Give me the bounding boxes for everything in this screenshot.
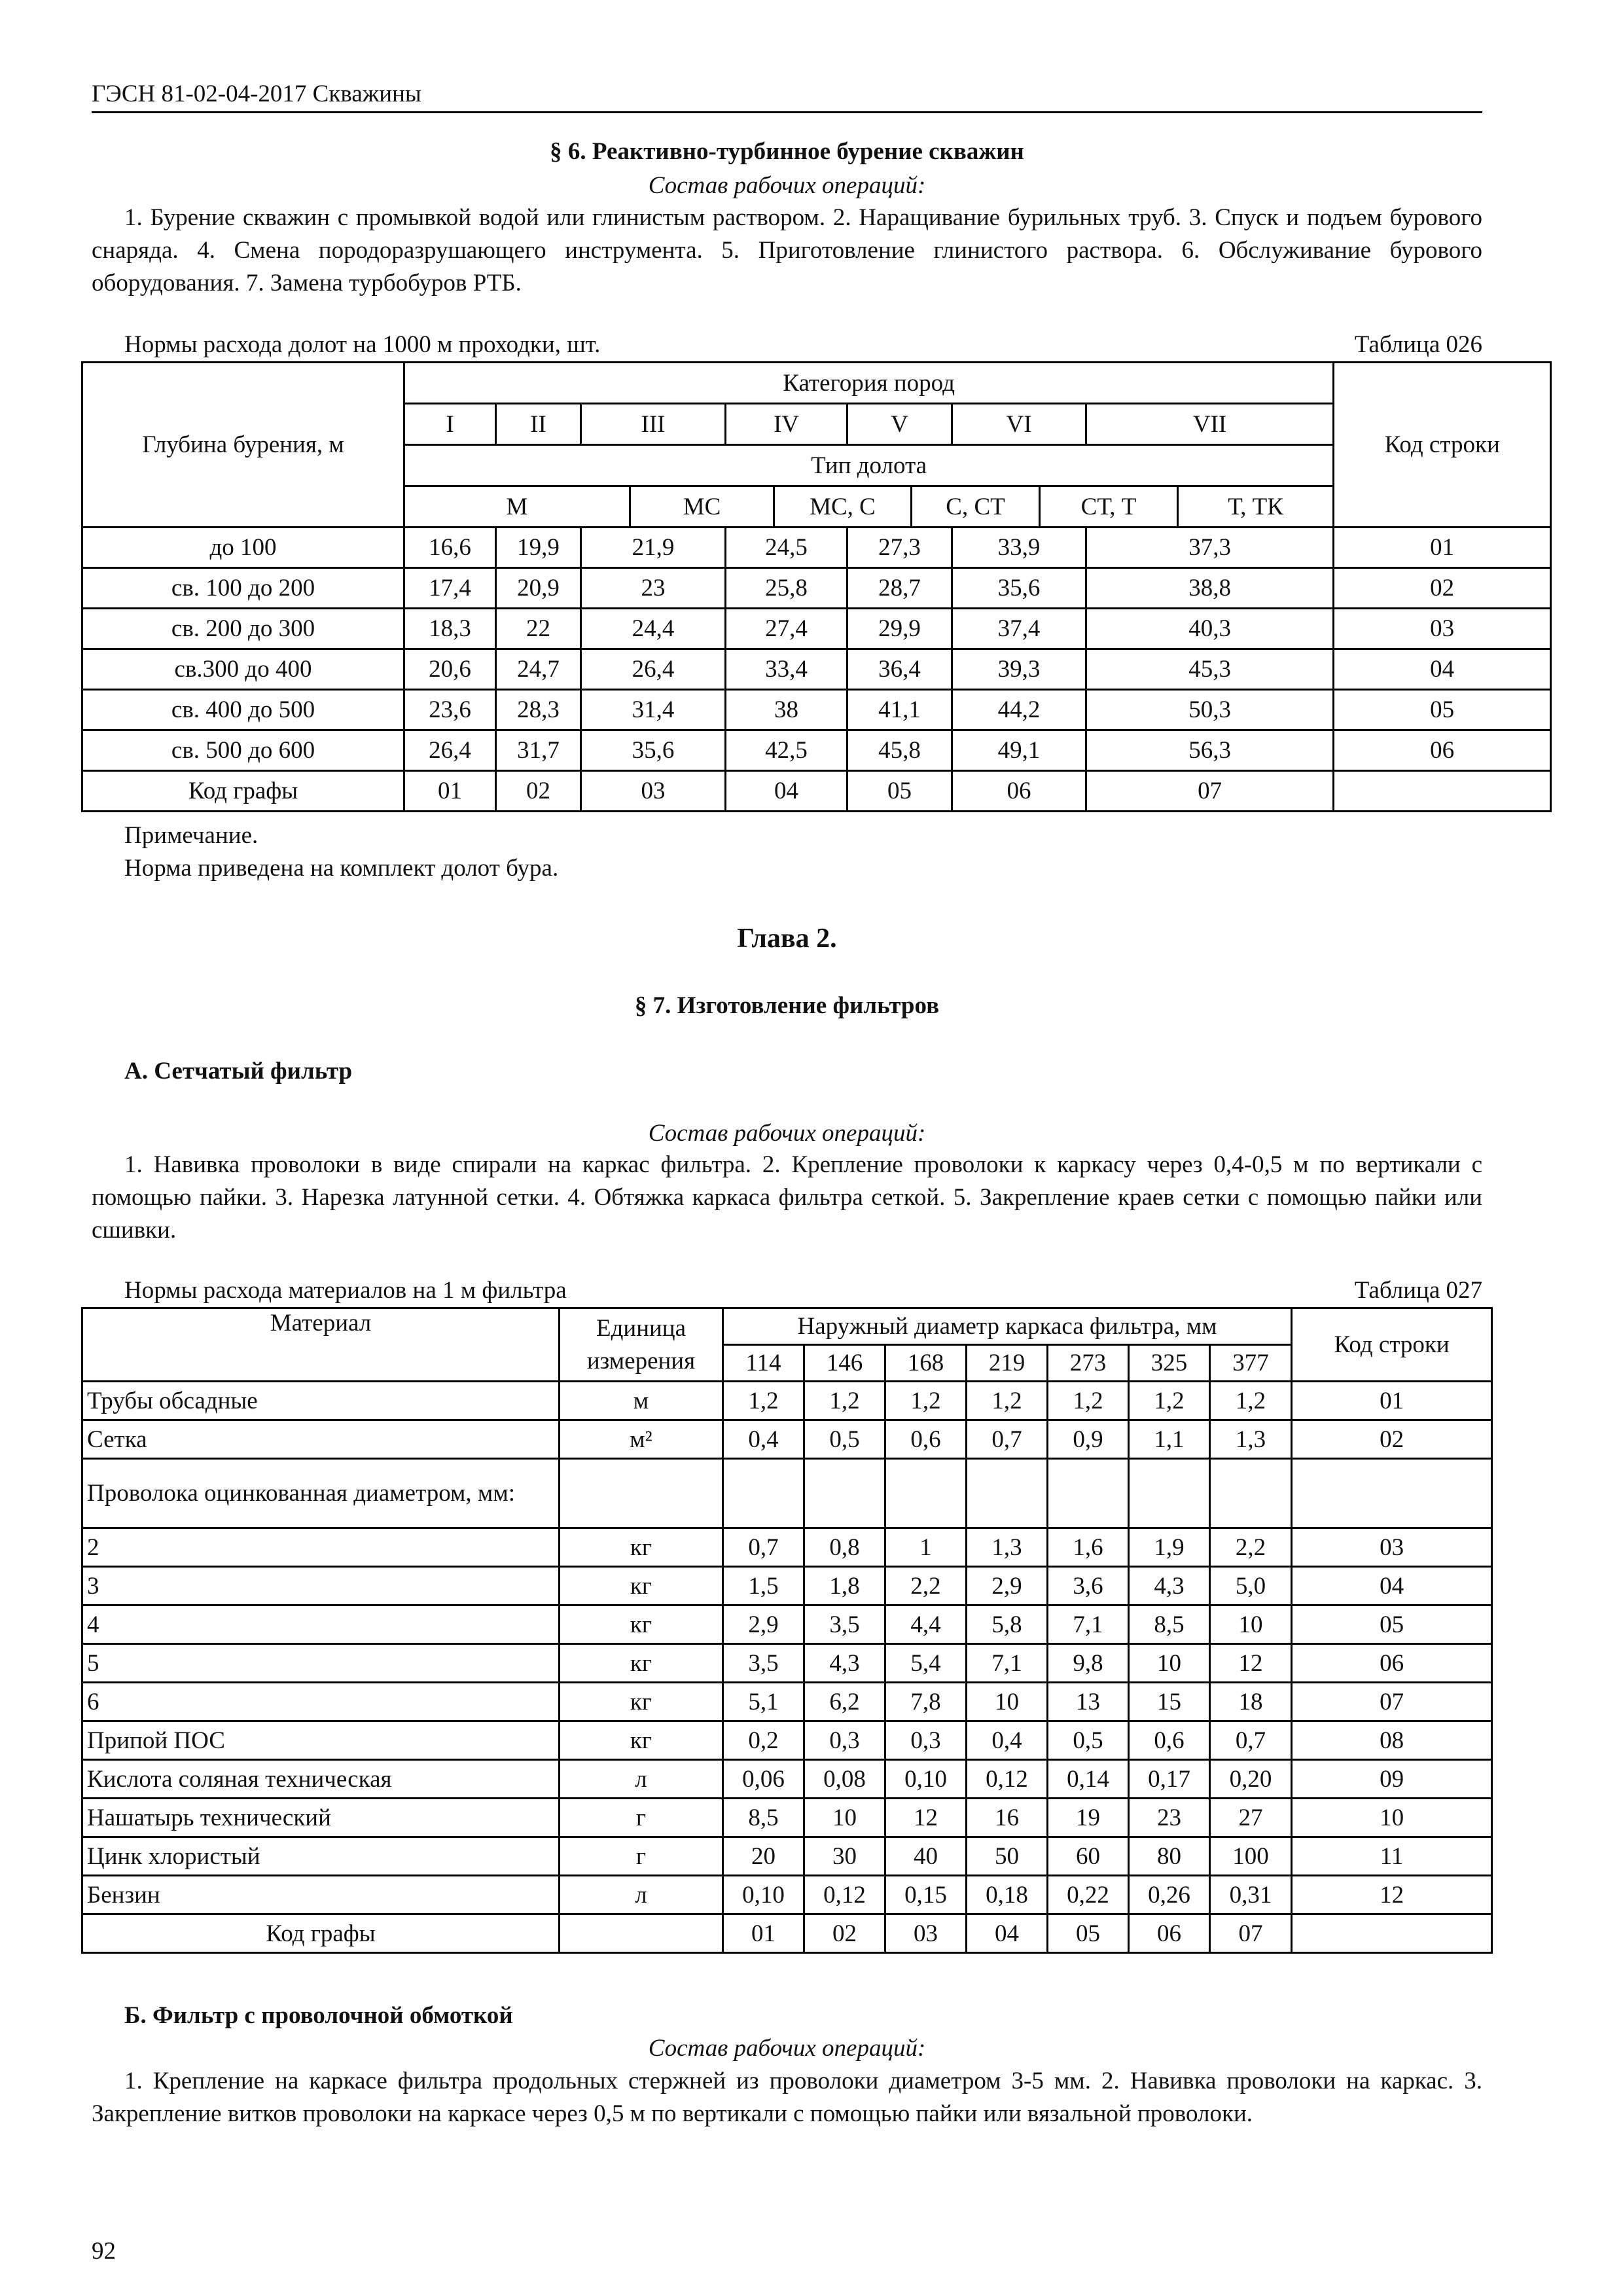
- value-cell: 2,9: [723, 1605, 804, 1644]
- unit-cell: м²: [560, 1420, 723, 1459]
- diameter-cell: 377: [1210, 1345, 1292, 1382]
- value-cell: 10: [1129, 1644, 1210, 1683]
- value-cell: 0,18: [967, 1876, 1048, 1914]
- section-6-ops-title: Состав рабочих операций:: [648, 172, 926, 199]
- graph-code-cell: 03: [885, 1914, 967, 1953]
- value-cell: 0,2: [723, 1721, 804, 1760]
- graph-code-cell: 02: [496, 771, 581, 812]
- value-cell: 24,4: [581, 609, 726, 649]
- graph-code-cell: 06: [1129, 1914, 1210, 1953]
- depth-cell: до 100: [82, 528, 404, 568]
- value-cell: 38: [726, 690, 847, 730]
- value-cell: 23: [581, 568, 726, 609]
- row-code-cell: 07: [1292, 1683, 1492, 1721]
- value-cell: 7,8: [885, 1683, 967, 1721]
- value-cell: 1,6: [1048, 1528, 1129, 1567]
- value-cell: 19,9: [496, 528, 581, 568]
- value-cell: 50: [967, 1837, 1048, 1876]
- graph-code-cell: 05: [847, 771, 952, 812]
- value-cell: 35,6: [581, 730, 726, 771]
- unit-cell: кг: [560, 1721, 723, 1760]
- value-cell: 60: [1048, 1837, 1129, 1876]
- row-code-cell: 02: [1292, 1420, 1492, 1459]
- table-row: [82, 1683, 1492, 1721]
- section-6-title: § 6. Реактивно-турбинное бурение скважин: [550, 138, 1024, 165]
- row-code-cell: 05: [1334, 690, 1551, 730]
- unit-cell: л: [560, 1876, 723, 1914]
- value-cell: 1,2: [1129, 1382, 1210, 1420]
- category-cell: V: [847, 404, 952, 445]
- table-row: [82, 1799, 1492, 1837]
- value-cell: 10: [1210, 1605, 1292, 1644]
- value-cell: 16,6: [404, 528, 496, 568]
- table-row: [82, 1644, 1492, 1683]
- value-cell: 2,9: [967, 1567, 1048, 1605]
- row-code-cell: 04: [1292, 1567, 1492, 1605]
- value-cell: 13: [1048, 1683, 1129, 1721]
- row-code-cell: 05: [1292, 1605, 1492, 1644]
- diameter-cell: 219: [967, 1345, 1048, 1382]
- row-code-cell: 01: [1334, 528, 1551, 568]
- value-cell: 100: [1210, 1837, 1292, 1876]
- value-cell: 0,8: [804, 1528, 885, 1567]
- running-header: ГЭСН 81-02-04-2017 Скважины: [92, 77, 1482, 113]
- row-code-cell: 10: [1292, 1799, 1492, 1837]
- graph-code-cell: 04: [726, 771, 847, 812]
- value-cell: 0,22: [1048, 1876, 1129, 1914]
- value-cell: 0,12: [967, 1760, 1048, 1799]
- value-cell: 8,5: [1129, 1605, 1210, 1644]
- value-cell: 27,3: [847, 528, 952, 568]
- value-cell: 49,1: [952, 730, 1086, 771]
- empty-cell: [560, 1914, 723, 1953]
- bit-type-cell: МС: [630, 486, 774, 528]
- value-cell: 1,8: [804, 1567, 885, 1605]
- value-cell: 0,5: [1048, 1721, 1129, 1760]
- subsection-b-ops-text: 1. Крепление на каркасе фильтра продольных стержней из проволоки диаметром 3-5 мм. 2. Навивка проволоки на каркас. 3. Закрепление витков проволоки на каркасе через 0,5 м по вертикали с помощью пайки или вязальной проволоки.: [92, 2068, 1482, 2127]
- table-027: [81, 1307, 1493, 1954]
- value-cell: 31,4: [581, 690, 726, 730]
- value-cell: 0,4: [967, 1721, 1048, 1760]
- value-cell: 0,12: [804, 1876, 885, 1914]
- value-cell: [885, 1459, 967, 1528]
- graph-code-cell: 03: [581, 771, 726, 812]
- value-cell: [967, 1459, 1048, 1528]
- value-cell: 80: [1129, 1837, 1210, 1876]
- value-cell: 41,1: [847, 690, 952, 730]
- value-cell: 8,5: [723, 1799, 804, 1837]
- value-cell: 21,9: [581, 528, 726, 568]
- value-cell: 0,6: [885, 1420, 967, 1459]
- value-cell: 0,7: [1210, 1721, 1292, 1760]
- unit-cell: кг: [560, 1605, 723, 1644]
- value-cell: 3,5: [723, 1644, 804, 1683]
- value-cell: 1,2: [885, 1382, 967, 1420]
- table-row: [82, 649, 1551, 690]
- table-row: [82, 1760, 1492, 1799]
- row-code-cell: 03: [1292, 1528, 1492, 1567]
- table-row: [82, 1605, 1492, 1644]
- header-unit: Единица измерения: [560, 1308, 723, 1382]
- value-cell: 6,2: [804, 1683, 885, 1721]
- value-cell: 5,4: [885, 1644, 967, 1683]
- value-cell: 22: [496, 609, 581, 649]
- table-row: [82, 528, 1551, 568]
- note-label: Примечание.: [124, 822, 259, 849]
- value-cell: 1,1: [1129, 1420, 1210, 1459]
- row-code-cell: 11: [1292, 1837, 1492, 1876]
- material-cell: 3: [82, 1567, 560, 1605]
- header-category: Категория пород: [404, 363, 1334, 404]
- section-6-ops-text: 1. Бурение скважин с промывкой водой или глинистым раствором. 2. Наращивание бурильных труб. 3. Спуск и подъем бурового снаряда. 4. Смена породоразрушающего инструмента. 5. Приготовление глинистого раствора. 6. Обслуживание бурового оборудования. 7. Замена турбобуров РТБ.: [92, 204, 1482, 296]
- subsection-a-title: А. Сетчатый фильтр: [124, 1058, 353, 1085]
- value-cell: 20,9: [496, 568, 581, 609]
- header-material: Материал: [82, 1308, 560, 1382]
- value-cell: 28,7: [847, 568, 952, 609]
- value-cell: 20: [723, 1837, 804, 1876]
- subsection-a-ops-title: Состав рабочих операций:: [648, 1120, 926, 1147]
- bit-type-cell: М: [404, 486, 630, 528]
- value-cell: 10: [804, 1799, 885, 1837]
- table-row: [82, 609, 1551, 649]
- value-cell: 0,4: [723, 1420, 804, 1459]
- unit-cell: кг: [560, 1528, 723, 1567]
- value-cell: 24,5: [726, 528, 847, 568]
- value-cell: 1,3: [967, 1528, 1048, 1567]
- category-cell: IV: [726, 404, 847, 445]
- value-cell: 33,9: [952, 528, 1086, 568]
- depth-cell: св. 400 до 500: [82, 690, 404, 730]
- table-row: [82, 1837, 1492, 1876]
- value-cell: 45,8: [847, 730, 952, 771]
- value-cell: 0,17: [1129, 1760, 1210, 1799]
- value-cell: 0,14: [1048, 1760, 1129, 1799]
- value-cell: 40: [885, 1837, 967, 1876]
- value-cell: 1,5: [723, 1567, 804, 1605]
- empty-cell: [1292, 1914, 1492, 1953]
- value-cell: 16: [967, 1799, 1048, 1837]
- value-cell: 1,2: [1210, 1382, 1292, 1420]
- value-cell: 0,3: [885, 1721, 967, 1760]
- bit-type-cell: МС, С: [774, 486, 912, 528]
- value-cell: 26,4: [404, 730, 496, 771]
- header-row-code: Код строки: [1292, 1308, 1492, 1382]
- header-bit-type: Тип долота: [404, 445, 1334, 486]
- value-cell: 17,4: [404, 568, 496, 609]
- value-cell: 12: [885, 1799, 967, 1837]
- value-cell: 29,9: [847, 609, 952, 649]
- material-cell: Припой ПОС: [82, 1721, 560, 1760]
- value-cell: 12: [1210, 1644, 1292, 1683]
- graph-code-label: Код графы: [82, 1914, 560, 1953]
- value-cell: 1,2: [967, 1382, 1048, 1420]
- value-cell: 2,2: [885, 1567, 967, 1605]
- value-cell: 36,4: [847, 649, 952, 690]
- table-row: [82, 1567, 1492, 1605]
- value-cell: 0,20: [1210, 1760, 1292, 1799]
- value-cell: [1210, 1459, 1292, 1528]
- value-cell: 1,2: [804, 1382, 885, 1420]
- row-code-cell: 12: [1292, 1876, 1492, 1914]
- unit-cell: кг: [560, 1644, 723, 1683]
- value-cell: 25,8: [726, 568, 847, 609]
- value-cell: 2,2: [1210, 1528, 1292, 1567]
- value-cell: 0,26: [1129, 1876, 1210, 1914]
- graph-code-cell: 06: [952, 771, 1086, 812]
- value-cell: 0,9: [1048, 1420, 1129, 1459]
- material-cell: 2: [82, 1528, 560, 1567]
- value-cell: 1: [885, 1528, 967, 1567]
- row-code-cell: 09: [1292, 1760, 1492, 1799]
- value-cell: 56,3: [1086, 730, 1334, 771]
- row-code-cell: 01: [1292, 1382, 1492, 1420]
- row-code-cell: [1292, 1459, 1492, 1528]
- value-cell: 4,3: [1129, 1567, 1210, 1605]
- value-cell: 0,6: [1129, 1721, 1210, 1760]
- material-cell: Бензин: [82, 1876, 560, 1914]
- value-cell: 23: [1129, 1799, 1210, 1837]
- value-cell: 38,8: [1086, 568, 1334, 609]
- value-cell: 1,3: [1210, 1420, 1292, 1459]
- unit-cell: г: [560, 1799, 723, 1837]
- value-cell: 0,08: [804, 1760, 885, 1799]
- value-cell: 40,3: [1086, 609, 1334, 649]
- table-026-number: Таблица 026: [1354, 331, 1482, 358]
- bit-type-cell: С, СТ: [912, 486, 1040, 528]
- header-depth: Глубина бурения, м: [82, 363, 404, 528]
- value-cell: 18: [1210, 1683, 1292, 1721]
- table-row: [82, 730, 1551, 771]
- empty-cell: [1334, 771, 1551, 812]
- value-cell: 3,6: [1048, 1567, 1129, 1605]
- row-code-cell: 04: [1334, 649, 1551, 690]
- value-cell: 37,3: [1086, 528, 1334, 568]
- row-code-cell: 08: [1292, 1721, 1492, 1760]
- diameter-cell: 146: [804, 1345, 885, 1382]
- category-cell: III: [581, 404, 726, 445]
- value-cell: 3,5: [804, 1605, 885, 1644]
- value-cell: [723, 1459, 804, 1528]
- category-cell: VI: [952, 404, 1086, 445]
- table-row: [82, 568, 1551, 609]
- graph-code-cell: 01: [404, 771, 496, 812]
- value-cell: 30: [804, 1837, 885, 1876]
- depth-cell: св. 500 до 600: [82, 730, 404, 771]
- graph-code-label: Код графы: [82, 771, 404, 812]
- value-cell: 1,9: [1129, 1528, 1210, 1567]
- chapter-title: Глава 2.: [737, 924, 837, 954]
- value-cell: 9,8: [1048, 1644, 1129, 1683]
- header-code: Код строки: [1334, 363, 1551, 528]
- value-cell: 5,8: [967, 1605, 1048, 1644]
- value-cell: 0,7: [967, 1420, 1048, 1459]
- graph-code-cell: 07: [1086, 771, 1334, 812]
- material-cell: 6: [82, 1683, 560, 1721]
- value-cell: 27: [1210, 1799, 1292, 1837]
- value-cell: 0,5: [804, 1420, 885, 1459]
- subsection-b-ops-title: Состав рабочих операций:: [648, 2035, 926, 2062]
- value-cell: 0,10: [885, 1760, 967, 1799]
- row-code-cell: 06: [1292, 1644, 1492, 1683]
- section-7-title: § 7. Изготовление фильтров: [634, 992, 940, 1019]
- unit-cell: м: [560, 1382, 723, 1420]
- value-cell: 1,2: [1048, 1382, 1129, 1420]
- depth-cell: св. 100 до 200: [82, 568, 404, 609]
- graph-code-cell: 04: [967, 1914, 1048, 1953]
- value-cell: [804, 1459, 885, 1528]
- table-027-number: Таблица 027: [1354, 1277, 1482, 1304]
- table-row: [82, 1459, 1492, 1528]
- material-cell: Кислота соляная техническая: [82, 1760, 560, 1799]
- bit-type-cell: СТ, Т: [1040, 486, 1178, 528]
- value-cell: [1048, 1459, 1129, 1528]
- note-text: Норма приведена на комплект долот бура.: [124, 855, 559, 882]
- value-cell: 19: [1048, 1799, 1129, 1837]
- value-cell: 15: [1129, 1683, 1210, 1721]
- unit-cell: кг: [560, 1567, 723, 1605]
- value-cell: 26,4: [581, 649, 726, 690]
- subsection-b-title: Б. Фильтр с проволочной обмоткой: [124, 2002, 513, 2029]
- header-diameter: Наружный диаметр каркаса фильтра, мм: [723, 1308, 1292, 1345]
- diameter-cell: 114: [723, 1345, 804, 1382]
- material-cell: Сетка: [82, 1420, 560, 1459]
- value-cell: 4,3: [804, 1644, 885, 1683]
- table-027-caption: Нормы расхода материалов на 1 м фильтра: [124, 1277, 567, 1304]
- value-cell: 45,3: [1086, 649, 1334, 690]
- row-code-cell: 02: [1334, 568, 1551, 609]
- value-cell: 1,2: [723, 1382, 804, 1420]
- unit-cell: л: [560, 1760, 723, 1799]
- value-cell: 0,06: [723, 1760, 804, 1799]
- unit-cell: [560, 1459, 723, 1528]
- value-cell: 0,15: [885, 1876, 967, 1914]
- value-cell: [1129, 1459, 1210, 1528]
- diameter-cell: 273: [1048, 1345, 1129, 1382]
- category-cell: II: [496, 404, 581, 445]
- table-026: [81, 361, 1552, 812]
- value-cell: 50,3: [1086, 690, 1334, 730]
- graph-code-row: [82, 1914, 1492, 1953]
- table-row: [82, 1528, 1492, 1567]
- value-cell: 24,7: [496, 649, 581, 690]
- value-cell: 20,6: [404, 649, 496, 690]
- row-code-cell: 06: [1334, 730, 1551, 771]
- depth-cell: св.300 до 400: [82, 649, 404, 690]
- value-cell: 7,1: [967, 1644, 1048, 1683]
- graph-code-cell: 02: [804, 1914, 885, 1953]
- unit-cell: кг: [560, 1683, 723, 1721]
- table-row: [82, 1721, 1492, 1760]
- subsection-a-ops-text: 1. Навивка проволоки в виде спирали на каркас фильтра. 2. Крепление проволоки к каркасу через 0,4-0,5 м по вертикали с помощью пайки. 3. Нарезка латунной сетки. 4. Обтяжка каркаса фильтра сеткой. 5. Закрепление краев сетки с помощью пайки или сшивки.: [92, 1151, 1482, 1244]
- value-cell: 5,1: [723, 1683, 804, 1721]
- value-cell: 39,3: [952, 649, 1086, 690]
- value-cell: 35,6: [952, 568, 1086, 609]
- value-cell: 44,2: [952, 690, 1086, 730]
- value-cell: 31,7: [496, 730, 581, 771]
- graph-code-cell: 07: [1210, 1914, 1292, 1953]
- graph-code-cell: 01: [723, 1914, 804, 1953]
- diameter-cell: 168: [885, 1345, 967, 1382]
- table-row: [82, 1420, 1492, 1459]
- category-cell: VII: [1086, 404, 1334, 445]
- value-cell: 33,4: [726, 649, 847, 690]
- unit-cell: г: [560, 1837, 723, 1876]
- diameter-cell: 325: [1129, 1345, 1210, 1382]
- table-row: [82, 690, 1551, 730]
- graph-code-row: [82, 771, 1551, 812]
- value-cell: 23,6: [404, 690, 496, 730]
- material-cell: Нашатырь технический: [82, 1799, 560, 1837]
- category-cell: I: [404, 404, 496, 445]
- material-cell: Проволока оцинкованная диаметром, мм:: [82, 1459, 560, 1528]
- material-cell: 5: [82, 1644, 560, 1683]
- material-cell: Цинк хлористый: [82, 1837, 560, 1876]
- value-cell: 10: [967, 1683, 1048, 1721]
- table-row: [82, 1876, 1492, 1914]
- value-cell: 0,3: [804, 1721, 885, 1760]
- value-cell: 28,3: [496, 690, 581, 730]
- value-cell: 5,0: [1210, 1567, 1292, 1605]
- value-cell: 0,31: [1210, 1876, 1292, 1914]
- value-cell: 37,4: [952, 609, 1086, 649]
- value-cell: 0,7: [723, 1528, 804, 1567]
- row-code-cell: 03: [1334, 609, 1551, 649]
- page-number: 92: [92, 2238, 116, 2265]
- depth-cell: св. 200 до 300: [82, 609, 404, 649]
- material-cell: Трубы обсадные: [82, 1382, 560, 1420]
- value-cell: 0,10: [723, 1876, 804, 1914]
- value-cell: 27,4: [726, 609, 847, 649]
- value-cell: 4,4: [885, 1605, 967, 1644]
- value-cell: 7,1: [1048, 1605, 1129, 1644]
- material-cell: 4: [82, 1605, 560, 1644]
- table-row: [82, 1382, 1492, 1420]
- table-026-caption: Нормы расхода долот на 1000 м проходки, шт.: [124, 331, 601, 358]
- value-cell: 18,3: [404, 609, 496, 649]
- bit-type-cell: Т, ТК: [1178, 486, 1334, 528]
- value-cell: 42,5: [726, 730, 847, 771]
- graph-code-cell: 05: [1048, 1914, 1129, 1953]
